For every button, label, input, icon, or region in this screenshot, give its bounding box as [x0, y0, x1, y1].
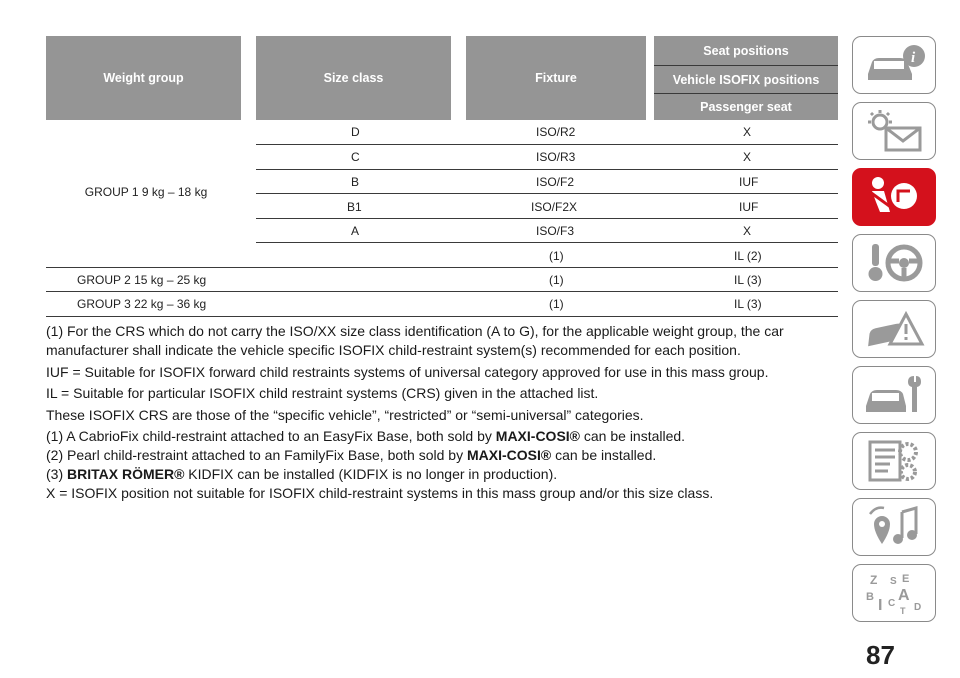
row-divider — [256, 193, 838, 194]
fixture-cell: ISO/F3 — [536, 224, 575, 238]
safety-seatbelt-icon — [862, 174, 926, 220]
emergency-icon — [862, 306, 926, 352]
header-fixture: Fixture — [466, 36, 646, 120]
table-row — [0, 170, 840, 194]
table-row — [0, 195, 840, 219]
header-vehicle-isofix-positions: Vehicle ISOFIX positions — [654, 66, 838, 94]
header-passenger-seat: Passenger seat — [654, 94, 838, 120]
weight-group-cell: GROUP 3 22 kg – 36 kg — [77, 297, 207, 311]
svg-text:i: i — [911, 50, 916, 66]
header-seat-positions-block — [654, 36, 838, 120]
seat-cell: IL (2) — [734, 249, 762, 263]
table-row — [0, 244, 840, 268]
size-class-cell: C — [351, 150, 360, 164]
tab-starting-driving[interactable] — [852, 234, 936, 292]
tab-emergency[interactable] — [852, 300, 936, 358]
svg-text:E: E — [902, 573, 910, 585]
svg-text:S: S — [890, 576, 897, 587]
row-divider — [256, 242, 838, 243]
seat-cell: X — [743, 224, 752, 238]
svg-text:Z: Z — [870, 573, 878, 587]
note-1: (1) For the CRS which do not carry the ISO/XX size class identification (A to G), for the applicable weight group, the car manufacturer shall indicate the vehicle specific ISOFIX child-restraint system(s) recommended for each position. — [46, 323, 784, 358]
note-iuf: IUF = Suitable for ISOFIX forward child restraints systems of universal category approved for use in this mass group. — [46, 363, 769, 380]
svg-text:T: T — [900, 606, 906, 616]
dashboard-warning-icon — [862, 108, 926, 154]
footnotes — [46, 322, 836, 506]
note-categories: These ISOFIX CRS are those of the “specific vehicle”, “restricted” or “semi-universal” categories. — [46, 406, 644, 423]
svg-text:A: A — [898, 587, 910, 604]
tab-technical-data[interactable] — [852, 432, 936, 490]
svg-text:C: C — [888, 598, 896, 609]
fixture-cell: (1) — [549, 273, 564, 287]
fixture-cell: ISO/F2 — [536, 175, 575, 189]
svg-text:B: B — [866, 591, 874, 603]
group1-label: GROUP 1 9 kg – 18 kg — [84, 185, 208, 199]
header-seat-positions: Seat positions — [654, 36, 838, 66]
page-number: 87 — [866, 640, 895, 670]
note-il: IL = Suitable for particular ISOFIX child restraint systems (CRS) given in the attached list. — [46, 385, 599, 401]
header-weight-group: Weight group — [46, 36, 241, 120]
table-row — [0, 219, 840, 243]
index-icon — [862, 570, 926, 616]
table-row — [0, 120, 840, 144]
seat-cell: X — [743, 125, 752, 139]
header-size-class: Size class — [256, 36, 451, 120]
svg-text:I: I — [878, 597, 883, 614]
note-pearl: (2) Pearl child-restraint attached to an FamilyFix Base, both sold by MAXI-COSI® can be installed. — [46, 447, 657, 463]
multimedia-icon — [862, 504, 926, 550]
tab-multimedia[interactable] — [852, 498, 936, 556]
seat-cell: IUF — [739, 200, 759, 214]
size-class-cell: B1 — [347, 200, 362, 214]
tab-safety[interactable] — [852, 168, 936, 226]
fixture-cell: ISO/F2X — [531, 200, 578, 214]
car-info-icon — [862, 42, 926, 88]
svg-text:D: D — [914, 602, 922, 613]
note-kidfix: (3) BRITAX RÖMER® KIDFIX can be installed (KIDFIX is no longer in production). — [46, 466, 558, 482]
note-cabriofix: (1) A CabrioFix child-restraint attached to an EasyFix Base, both sold by MAXI-COSI® can be installed. — [46, 428, 686, 444]
table-row — [0, 268, 840, 292]
size-class-cell: B — [351, 175, 360, 189]
table-row — [0, 292, 840, 316]
tab-index[interactable] — [852, 564, 936, 622]
note-x: X = ISOFIX position not suitable for ISOFIX child-restraint systems in this mass group and/or this size class. — [46, 485, 714, 501]
row-divider — [46, 316, 838, 317]
fixture-cell: ISO/R2 — [536, 125, 576, 139]
fixture-cell: (1) — [549, 249, 564, 263]
fixture-cell: ISO/R3 — [536, 150, 576, 164]
size-class-cell: D — [351, 125, 360, 139]
technical-data-icon — [862, 438, 926, 484]
seat-cell: IL (3) — [734, 297, 762, 311]
fixture-cell: (1) — [549, 297, 564, 311]
seat-cell: IL (3) — [734, 273, 762, 287]
table-row — [0, 145, 840, 169]
seat-cell: X — [743, 150, 752, 164]
maintenance-icon — [862, 372, 926, 418]
seat-cell: IUF — [739, 175, 759, 189]
size-class-cell: A — [351, 224, 360, 238]
weight-group-cell: GROUP 2 15 kg – 25 kg — [77, 273, 207, 287]
tab-dashboard-warnings[interactable] — [852, 102, 936, 160]
starting-driving-icon — [862, 240, 926, 286]
tab-maintenance[interactable] — [852, 366, 936, 424]
tab-car-info[interactable] — [852, 36, 936, 94]
